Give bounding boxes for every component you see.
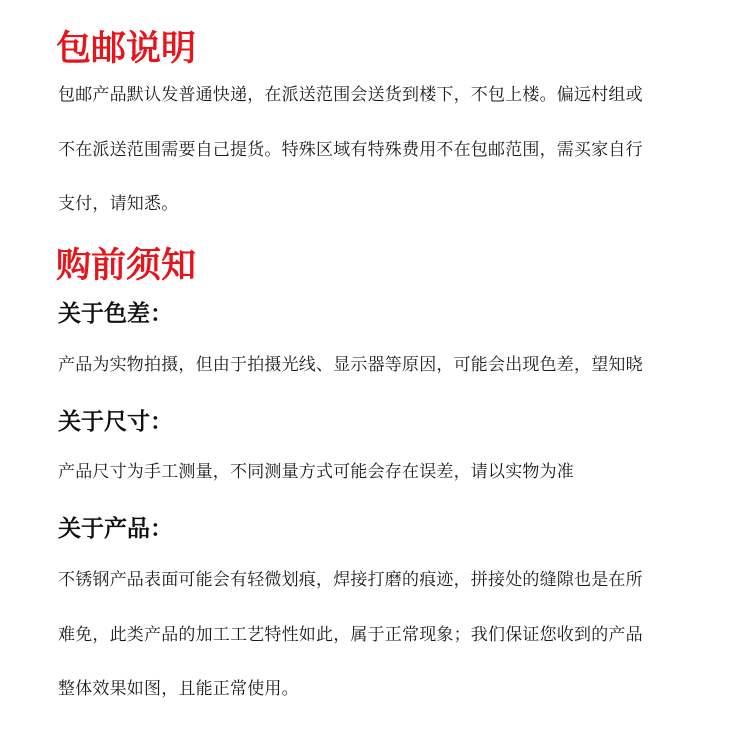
shipping-text-line-3: 支付，请知悉。 (58, 194, 179, 214)
size-title: 关于尺寸： (58, 409, 173, 435)
product-title: 关于产品： (58, 516, 173, 542)
shipping-text-line-2: 不在派送范围需要自己提货。特殊区域有特殊费用不在包邮范围，需买家自行 (58, 140, 643, 160)
color-diff-title: 关于色差： (58, 301, 173, 327)
product-text-line-2: 难免，此类产品的加工工艺特性如此，属于正常现象；我们保证您收到的产品 (58, 625, 643, 645)
product-text-line-3: 整体效果如图，且能正常使用。 (58, 679, 299, 699)
product-text-line-1: 不锈钢产品表面可能会有轻微划痕，焊接打磨的痕迹，拼接处的缝隙也是在所 (58, 570, 643, 590)
size-text: 产品尺寸为手工测量，不同测量方式可能会存在误差，请以实物为准 (58, 462, 574, 482)
color-diff-text: 产品为实物拍摄，但由于拍摄光线、显示器等原因，可能会出现色差，望知晓 (58, 355, 643, 375)
shipping-text-line-1: 包邮产品默认发普通快递，在派送范围会送货到楼下，不包上楼。偏远村组或 (58, 85, 643, 105)
shipping-title: 包邮说明 (56, 29, 197, 69)
notice-title: 购前须知 (56, 246, 197, 286)
